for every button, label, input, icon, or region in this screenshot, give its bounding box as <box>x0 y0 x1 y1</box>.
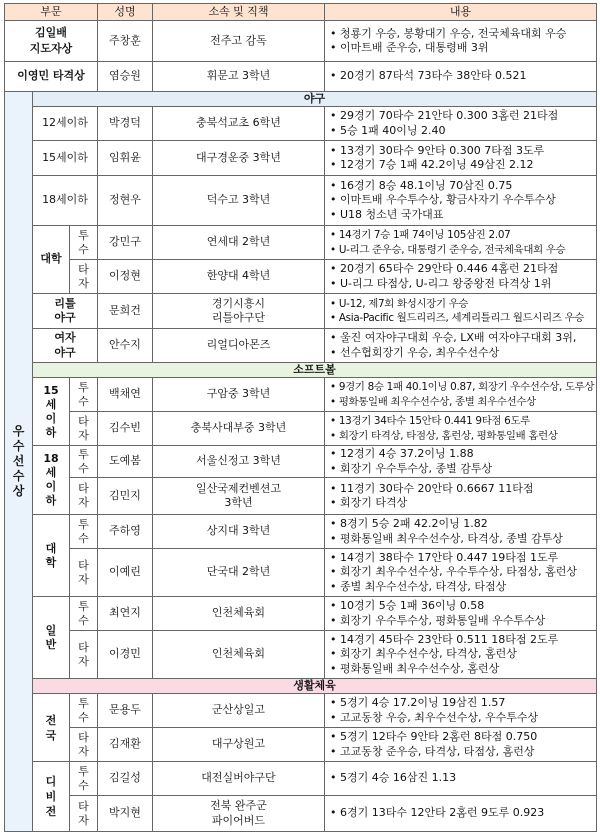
row-affiliation: 서울신정고 3학년 <box>153 446 325 478</box>
special-name: 주창훈 <box>98 21 153 62</box>
content-line: • 14경기 45타수 23안타 0.511 18타점 2도루 <box>330 632 559 646</box>
content-line: • 평화통일배 최우수선수상, 종별 최우수선수상 <box>330 395 536 408</box>
row-category: 디 비 전 <box>33 762 70 832</box>
row-position: 투수 <box>70 378 98 412</box>
section-row <box>5 92 597 107</box>
content-line: • 14경기 38타수 17안타 0.447 19타점 1도루 <box>330 550 559 564</box>
row-affiliation: 경기시흥시 리틀야구단 <box>153 294 325 329</box>
content-line: • 회장기 우수투수상, 평화통일배 우수투수상 <box>330 613 546 627</box>
row-content <box>325 694 597 728</box>
award-table <box>4 3 597 832</box>
row-name: 정현우 <box>98 176 153 226</box>
content-line: • 선수협회장기 우승, 최우수선수상 <box>330 345 500 359</box>
table-row <box>5 597 597 631</box>
section-softball: 소프트볼 <box>33 363 597 378</box>
content-line: • 회장기 우수투수상, 종별 감투상 <box>330 461 493 475</box>
row-affiliation: 연세대 2학년 <box>153 226 325 260</box>
row-affiliation: 한양대 4학년 <box>153 260 325 294</box>
content-line: • 16경기 8승 48.1이닝 70삼진 0.75 <box>330 178 513 192</box>
special-category: 김일배 지도자상 <box>5 21 98 62</box>
row-name: 김재환 <box>98 728 153 762</box>
content-line: • 회장기 타격상 <box>330 496 408 509</box>
content-line: • U-12, 제7회 화성시장기 우승 <box>330 297 469 310</box>
row-content <box>325 728 597 762</box>
row-content <box>325 294 597 329</box>
section-row <box>5 679 597 694</box>
row-name: 이예린 <box>98 549 153 597</box>
content-line: • 20경기 87타석 73타수 38안타 0.521 <box>330 69 527 83</box>
table-row <box>5 728 597 762</box>
row-position: 투 수 <box>70 762 98 796</box>
row-content <box>325 260 597 294</box>
row-affiliation: 인천체육회 <box>153 597 325 631</box>
row-position: 타 자 <box>70 796 98 832</box>
content-line: • 평화통일배 최우수선수상, 타격상, 종별 감투상 <box>330 531 563 545</box>
content-line: • 평화통일배 최우수선수상, 홈런상 <box>330 661 500 675</box>
row-name: 이경민 <box>98 631 153 679</box>
header-row <box>5 4 597 21</box>
row-name: 주하영 <box>98 515 153 549</box>
row-name: 김수빈 <box>98 412 153 446</box>
row-position: 타자 <box>70 478 98 515</box>
row-category: 대학 <box>33 226 70 294</box>
row-name: 박경덕 <box>98 107 153 141</box>
content-line: • 5승 1패 40이닝 2.40 <box>330 123 446 137</box>
row-name: 임휘윤 <box>98 141 153 176</box>
row-category: 리틀 야구 <box>33 294 98 329</box>
row-position: 타자 <box>70 412 98 446</box>
row-name: 최연지 <box>98 597 153 631</box>
row-name: 문용두 <box>98 694 153 728</box>
content-line: • 고교동창 준우승, 타격상, 타점상, 홈런상 <box>330 744 535 758</box>
award-table-container <box>4 3 596 832</box>
row-affiliation: 인천체육회 <box>153 631 325 679</box>
table-row <box>5 694 597 728</box>
special-affiliation: 전주고 감독 <box>153 21 325 62</box>
row-content <box>325 597 597 631</box>
content-line: • 13경기 30타수 9안타 0.300 7타점 3도루 <box>330 143 545 157</box>
content-line: • 종별 최우수선수상, 타격상, 타점상 <box>330 579 507 593</box>
row-affiliation: 리얼디아몬즈 <box>153 329 325 363</box>
content-line: • 29경기 70타수 21안타 0.300 3홈런 21타점 <box>330 109 559 122</box>
content-line: • Asia-Pacific 월드리리즈, 세계리틀리그 월드시리즈 우승 <box>330 312 585 324</box>
special-content <box>325 21 597 62</box>
row-affiliation: 일산국제컨벤션고 3학년 <box>153 478 325 515</box>
row-name: 김길성 <box>98 762 153 796</box>
header-category: 부문 <box>5 4 98 21</box>
content-line: • 13경기 34타수 15안타 0.441 9타점 6도루 <box>330 415 530 427</box>
header-content: 내용 <box>325 4 597 21</box>
table-row <box>5 260 597 294</box>
content-line: • 12경기 7승 1패 42.2이닝 49삼진 2.12 <box>330 158 534 171</box>
row-position: 투수 <box>70 446 98 478</box>
row-content <box>325 226 597 260</box>
table-row <box>5 796 597 832</box>
row-affiliation: 단국대 2학년 <box>153 549 325 597</box>
table-row <box>5 107 597 141</box>
special-name: 염승원 <box>98 62 153 92</box>
section-baseball: 야구 <box>33 92 597 107</box>
content-line: • 고교동창 우승, 최우수선수상, 우수투수상 <box>330 710 539 724</box>
table-row <box>5 446 597 478</box>
header-affiliation: 소속 및 직책 <box>153 4 325 21</box>
row-content <box>325 478 597 515</box>
content-line: • 9경기 8승 1패 40.1이닝 0.87, 회장기 우수선수상, 도루상 <box>330 381 595 393</box>
row-name: 강민구 <box>98 226 153 260</box>
content-line: • 11경기 30타수 20안타 0.6667 11타점 <box>330 481 534 495</box>
row-content <box>325 549 597 597</box>
row-category: 15세이하 <box>33 141 98 176</box>
section-recreation: 생활체육 <box>33 679 597 694</box>
content-line: • 12경기 4승 37.2이닝 1.88 <box>330 447 474 460</box>
special-row <box>5 62 597 92</box>
content-line: • 14경기 7승 1패 74이닝 105삼진 2.07 <box>330 229 511 241</box>
table-row <box>5 294 597 329</box>
special-row <box>5 21 597 62</box>
award-label: 우수선수상 <box>5 92 33 832</box>
header-name: 성명 <box>98 4 153 21</box>
table-row <box>5 762 597 796</box>
row-content <box>325 141 597 176</box>
table-row <box>5 549 597 597</box>
row-position: 투수 <box>70 597 98 631</box>
row-position: 투수 <box>70 226 98 260</box>
row-content <box>325 631 597 679</box>
row-category: 18세이하 <box>33 176 98 226</box>
content-line: • U18 청소년 국가대표 <box>330 207 444 221</box>
section-row <box>5 363 597 378</box>
content-line: • 20경기 65타수 29안타 0.446 4홈런 21타점 <box>330 262 559 275</box>
table-row <box>5 631 597 679</box>
content-line: • 이마트배 준우승, 대통령배 3위 <box>330 41 489 54</box>
row-name: 백채연 <box>98 378 153 412</box>
special-category: 이영민 타격상 <box>5 62 98 92</box>
row-name: 도예봄 <box>98 446 153 478</box>
row-position: 투 수 <box>70 694 98 728</box>
content-line: • 5경기 12타수 9안타 2홈런 8타점 0.750 <box>330 730 538 743</box>
table-row <box>5 478 597 515</box>
content-line: • 이마트배 우수투수상, 황금사자기 우수투수상 <box>330 193 556 207</box>
special-content <box>325 62 597 92</box>
row-category: 전 국 <box>33 694 70 762</box>
table-row <box>5 176 597 226</box>
row-content <box>325 446 597 478</box>
row-position: 타자 <box>70 549 98 597</box>
row-position: 투수 <box>70 515 98 549</box>
content-line: • 회장기 최우수선수상, 타격상, 홈런상 <box>330 647 517 661</box>
row-affiliation: 덕수고 3학년 <box>153 176 325 226</box>
special-affiliation: 휘문고 3학년 <box>153 62 325 92</box>
row-content <box>325 515 597 549</box>
row-content <box>325 762 597 796</box>
row-content <box>325 412 597 446</box>
content-line: • 10경기 5승 1패 36이닝 0.58 <box>330 599 485 612</box>
row-name: 이정현 <box>98 260 153 294</box>
row-affiliation: 대구상원고 <box>153 728 325 762</box>
row-content <box>325 176 597 226</box>
row-position: 타 자 <box>70 728 98 762</box>
content-line: • 8경기 5승 2패 42.2이닝 1.82 <box>330 517 488 530</box>
content-line: • 5경기 4승 16삼진 1.13 <box>330 771 457 785</box>
content-line: • 회장기 타격상, 타점상, 홈런상, 평화통일배 홈런상 <box>330 429 558 442</box>
row-affiliation: 군산상일고 <box>153 694 325 728</box>
content-line: • 5경기 4승 17.2이닝 19삼진 1.57 <box>330 696 506 709</box>
content-line: • 6경기 13타수 12안타 2홈런 9도루 0.923 <box>330 806 545 820</box>
content-line: • 울진 여자야구대회 우승, LX배 여자야구대회 3위, <box>330 331 577 344</box>
table-row <box>5 412 597 446</box>
row-content <box>325 378 597 412</box>
content-line: • U-리그 타점상, U-리그 왕중왕전 타격상 1위 <box>330 276 552 290</box>
row-category: 18 세 이 하 <box>33 446 70 515</box>
row-name: 박지현 <box>98 796 153 832</box>
table-row <box>5 329 597 363</box>
row-name: 문희건 <box>98 294 153 329</box>
table-row <box>5 378 597 412</box>
row-affiliation: 충북석교초 6학년 <box>153 107 325 141</box>
row-affiliation: 충북사대부중 3학년 <box>153 412 325 446</box>
row-name: 안수지 <box>98 329 153 363</box>
row-name: 김민지 <box>98 478 153 515</box>
row-content <box>325 796 597 832</box>
content-line: • U-리그 준우승, 대통령기 준우승, 전국체육대회 우승 <box>330 243 566 256</box>
content-line: • 회장기 최우수선수상, 우수투수상, 타점상, 홈런상 <box>330 565 577 579</box>
row-affiliation: 대전실버야구단 <box>153 762 325 796</box>
table-row <box>5 141 597 176</box>
table-row <box>5 226 597 260</box>
row-position: 타자 <box>70 631 98 679</box>
row-affiliation: 대구경운중 3학년 <box>153 141 325 176</box>
row-category: 여자 야구 <box>33 329 98 363</box>
content-line: • 청룡기 우승, 봉황대기 우승, 전국체육대회 우승 <box>330 26 567 40</box>
row-content <box>325 107 597 141</box>
row-affiliation: 구암중 3학년 <box>153 378 325 412</box>
row-category: 12세이하 <box>33 107 98 141</box>
row-affiliation: 전북 완주군 파이어버드 <box>153 796 325 832</box>
table-row <box>5 515 597 549</box>
row-content <box>325 329 597 363</box>
row-category: 일 반 <box>33 597 70 679</box>
row-position: 타자 <box>70 260 98 294</box>
row-category: 대 학 <box>33 515 70 597</box>
row-category: 15 세 이 하 <box>33 378 70 446</box>
row-affiliation: 상지대 3학년 <box>153 515 325 549</box>
